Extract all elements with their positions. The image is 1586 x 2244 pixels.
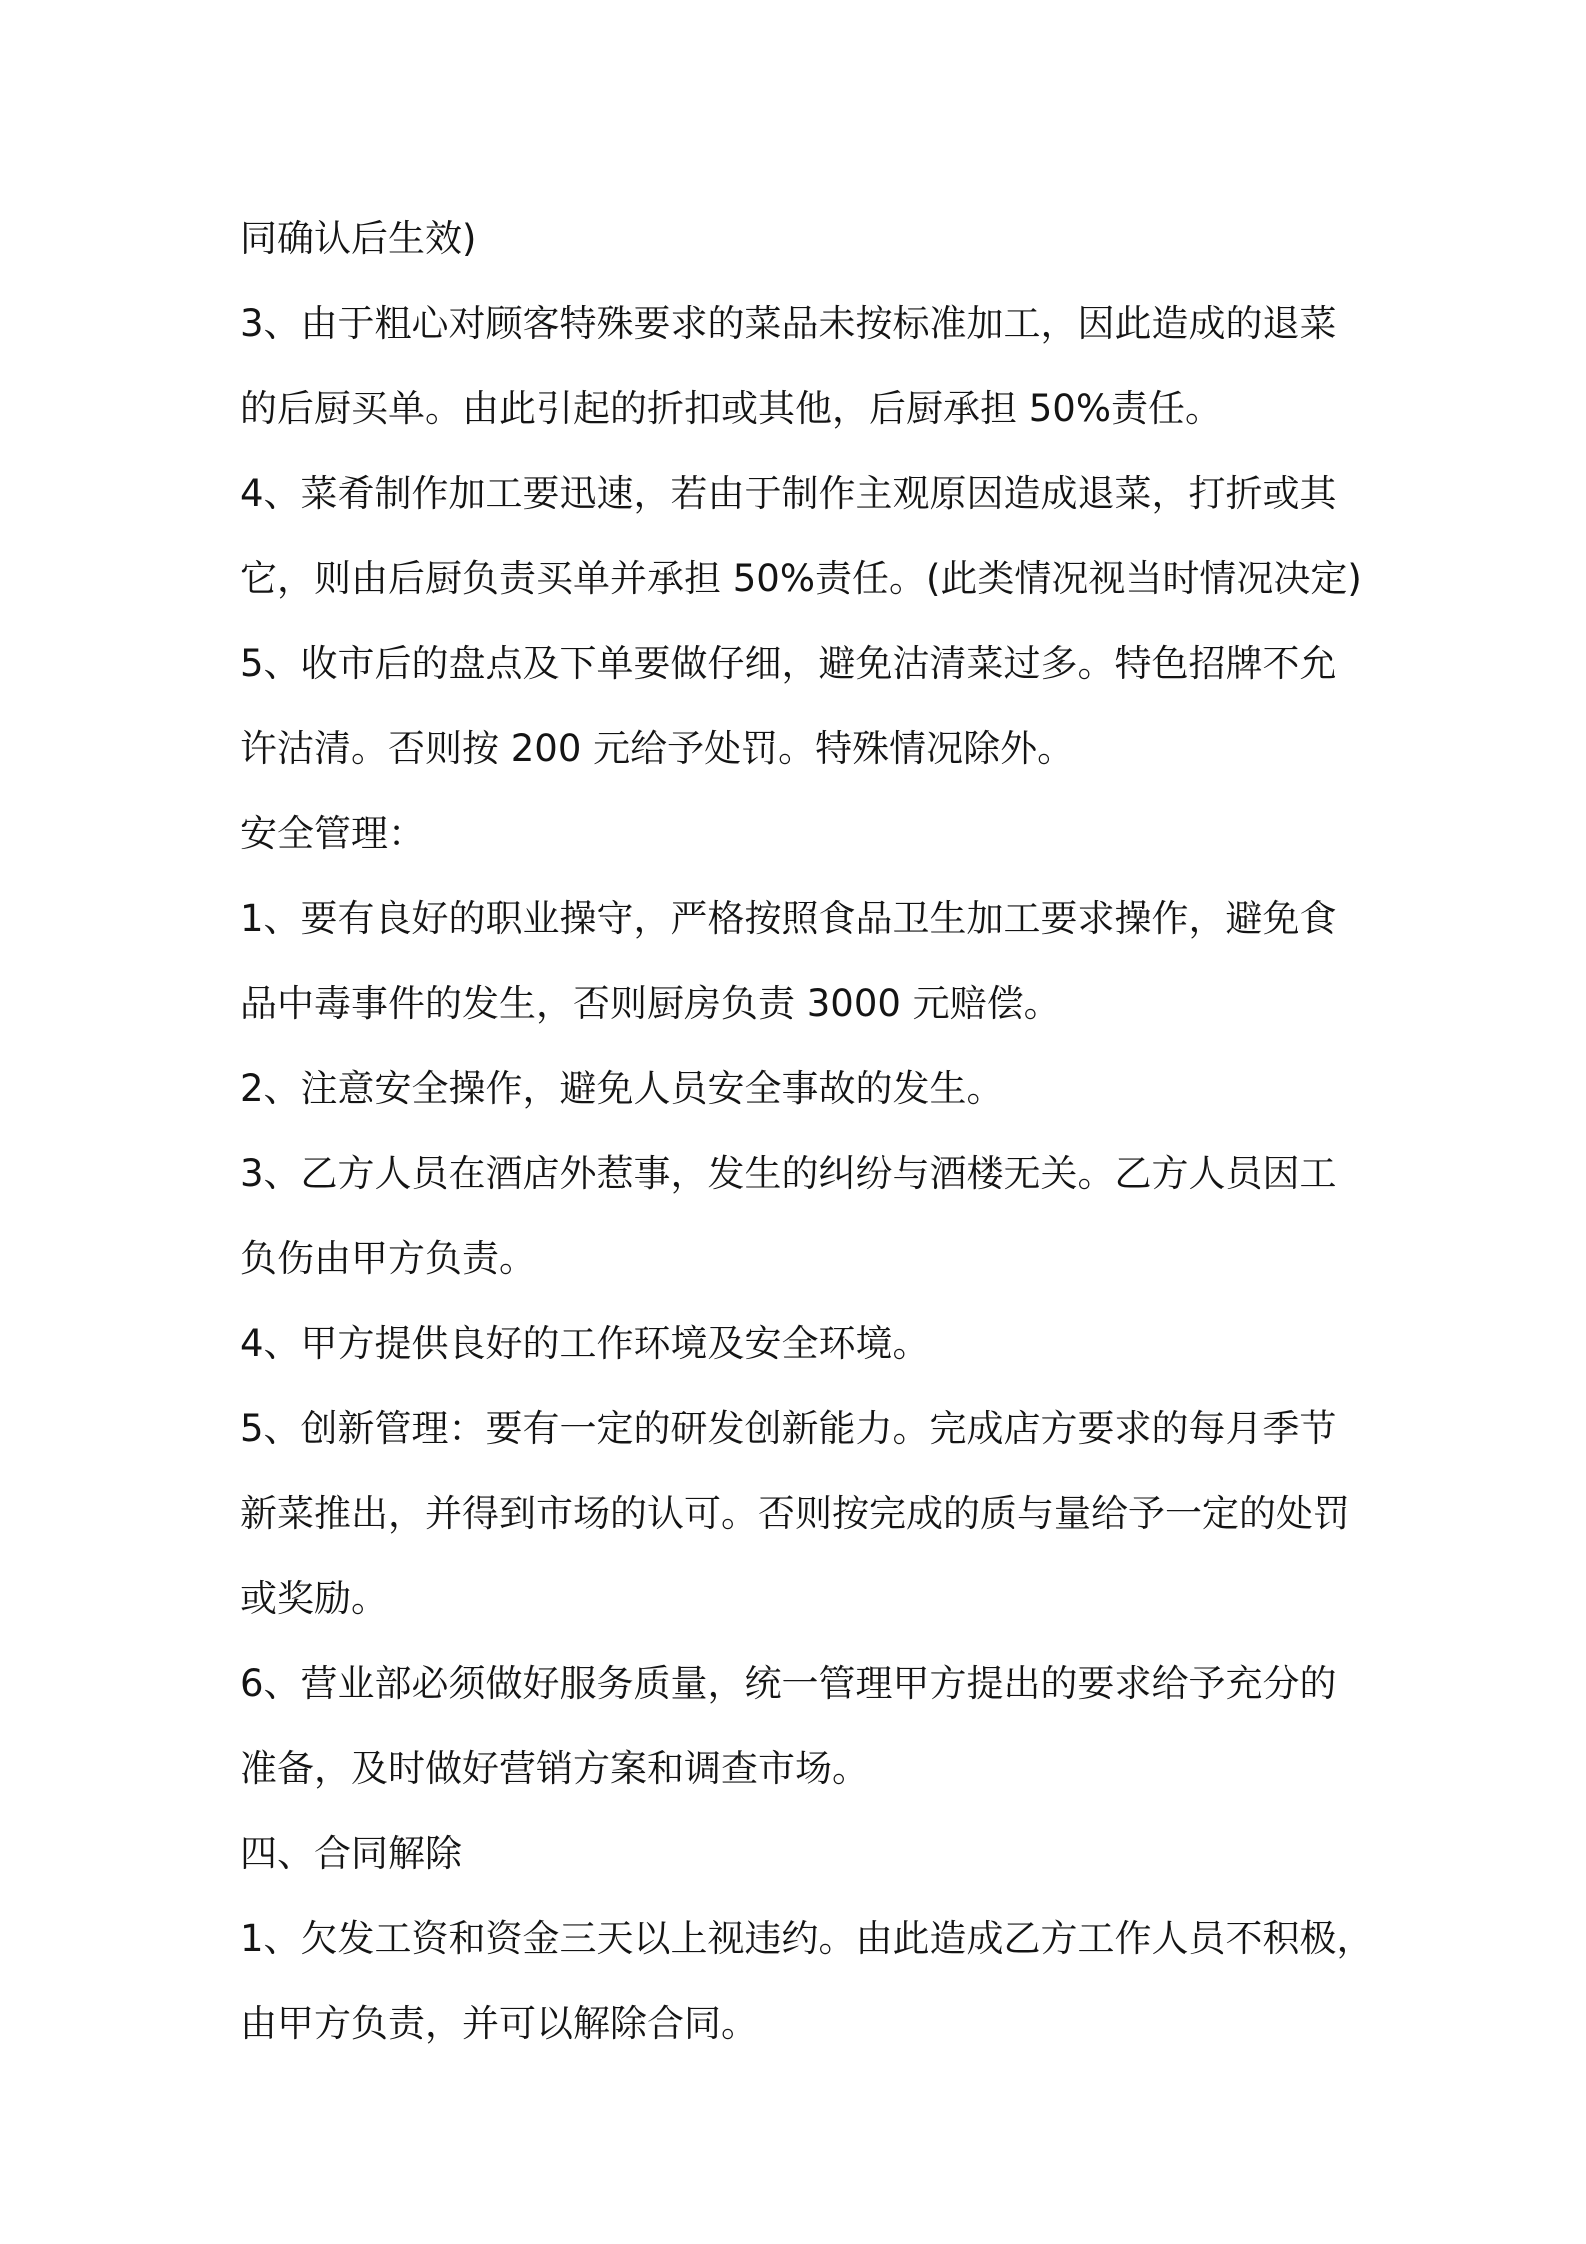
text-line-5: 它，则由后厨负责买单并承担 50%责任。(此类情况视当时情况决定) bbox=[240, 557, 1362, 600]
text-line-3: 的后厨买单。由此引起的折扣或其他，后厨承担 50%责任。 bbox=[240, 387, 1222, 430]
text-line-9: 1、要有良好的职业操守，严格按照食品卫生加工要求操作，避免食 bbox=[240, 897, 1337, 940]
section-heading-termination: 四、合同解除 bbox=[240, 1832, 462, 1875]
text-line-4: 4、菜肴制作加工要迅速，若由于制作主观原因造成退菜，打折或其 bbox=[240, 472, 1337, 515]
document-body bbox=[240, 196, 1374, 2066]
text-line-15: 5、创新管理：要有一定的研发创新能力。完成店方要求的每月季节 bbox=[240, 1407, 1337, 1450]
text-line-6: 5、收市后的盘点及下单要做仔细，避免沽清菜过多。特色招牌不允 bbox=[240, 642, 1337, 685]
text-line-1: 同确认后生效) bbox=[240, 217, 477, 260]
text-line-7: 许沽清。否则按 200 元给予处罚。特殊情况除外。 bbox=[240, 727, 1075, 770]
text-line-10: 品中毒事件的发生，否则厨房负责 3000 元赔偿。 bbox=[240, 982, 1061, 1025]
text-line-17: 或奖励。 bbox=[240, 1577, 388, 1620]
text-line-19: 准备，及时做好营销方案和调查市场。 bbox=[240, 1747, 869, 1790]
text-line-13: 负伤由甲方负责。 bbox=[240, 1237, 536, 1280]
text-line-21: 1、欠发工资和资金三天以上视违约。由此造成乙方工作人员不积极， bbox=[240, 1917, 1374, 1960]
text-line-14: 4、甲方提供良好的工作环境及安全环境。 bbox=[240, 1322, 930, 1365]
text-line-18: 6、营业部必须做好服务质量，统一管理甲方提出的要求给予充分的 bbox=[240, 1662, 1337, 1705]
text-line-16: 新菜推出，并得到市场的认可。否则按完成的质与量给予一定的处罚 bbox=[240, 1492, 1350, 1535]
text-line-2: 3、由于粗心对顾客特殊要求的菜品未按标准加工，因此造成的退菜 bbox=[240, 302, 1337, 345]
section-heading-safety: 安全管理： bbox=[240, 812, 425, 855]
text-line-11: 2、注意安全操作，避免人员安全事故的发生。 bbox=[240, 1067, 1004, 1110]
text-line-12: 3、乙方人员在酒店外惹事，发生的纠纷与酒楼无关。乙方人员因工 bbox=[240, 1152, 1337, 1195]
text-line-22: 由甲方负责，并可以解除合同。 bbox=[240, 2002, 758, 2045]
